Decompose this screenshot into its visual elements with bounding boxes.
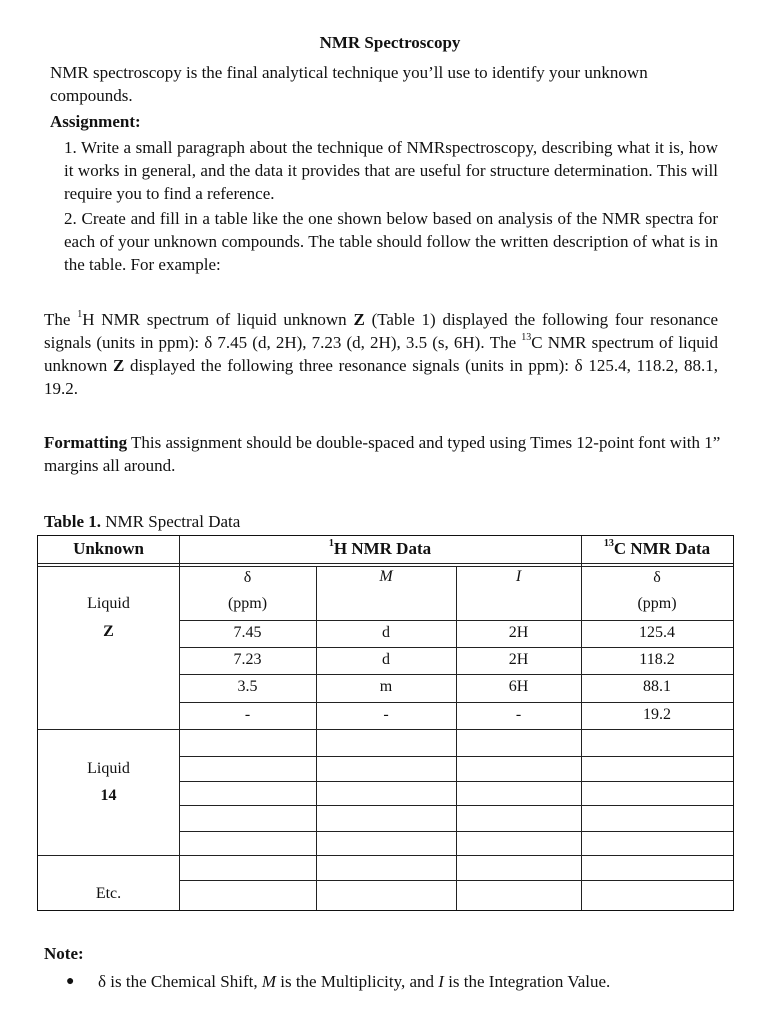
note-i: I	[438, 972, 444, 991]
formatting-label: Formatting	[44, 433, 128, 452]
subheader-multiplicity: M	[379, 568, 393, 585]
assignment-item-1: 1. Write a small paragraph about the technique of NMRspectroscopy, describing what it is, how it works in general, and the data it provides that are useful for structure determination. This will require you to find a reference.	[64, 138, 718, 203]
cell-c-delta: 118.2	[639, 651, 675, 668]
note-text-part: δ is the Chemical Shift,	[98, 972, 262, 991]
note-text-part: is the Integration Value.	[443, 972, 611, 991]
cell-multiplicity: -	[383, 706, 389, 723]
cell-delta: 3.5	[237, 678, 258, 695]
table-caption-label: Table 1.	[44, 512, 102, 531]
nmr-data-table	[37, 535, 734, 911]
cell-delta: -	[244, 706, 251, 723]
table-rule	[316, 566, 317, 910]
subheader-c-delta: δ	[653, 569, 661, 586]
example-text: The	[44, 310, 78, 329]
table-rule	[38, 563, 733, 564]
liquid-14-id: 14	[100, 787, 117, 804]
bullet-icon: ●	[66, 974, 75, 989]
example-text: (Table 1) displayed the following four resonance signals (units in ppm): δ 7.45 (d, 2H), 7.23 (d, 2H), 3.5 (s, 6H). The	[44, 310, 718, 352]
cell-integration: 2H	[508, 651, 529, 668]
note-heading: Note:	[44, 944, 84, 963]
cell-integration: 6H	[508, 678, 529, 695]
cell-c-delta: 88.1	[643, 678, 671, 695]
superscript-1: 1	[328, 538, 334, 550]
header-h-nmr	[179, 538, 581, 560]
header-c-nmr	[581, 538, 733, 560]
table-rule	[38, 855, 733, 856]
page-title: NMR Spectroscopy	[319, 33, 461, 52]
cell-integration: 2H	[508, 624, 529, 641]
example-text: displayed the following three resonance signals (units in ppm): δ 125.4, 118.2, 88.1, 19.2.	[44, 356, 719, 398]
cell-c-delta: 19.2	[643, 706, 671, 723]
example-text: C NMR spectrum of liquid unknown	[44, 333, 718, 375]
subheader-c-ppm: (ppm)	[637, 595, 677, 612]
header-c-nmr-text: C NMR Data	[613, 539, 711, 558]
note-text	[98, 970, 738, 993]
cell-delta: 7.23	[233, 651, 262, 668]
etc-label: Etc.	[95, 885, 122, 902]
cell-integration: -	[515, 706, 522, 723]
cell-delta: 7.45	[233, 624, 262, 641]
superscript-13: 13	[521, 332, 532, 344]
example-text: H NMR spectrum of liquid unknown	[82, 310, 354, 329]
subheader-integration: I	[515, 568, 522, 585]
header-unknown: Unknown	[73, 539, 144, 558]
liquid-z-label: Liquid	[87, 595, 130, 612]
subheader-ppm: (ppm)	[227, 595, 268, 612]
table-rule	[38, 729, 733, 730]
note-m: M	[261, 972, 276, 991]
liquid-14-label: Liquid	[87, 760, 130, 777]
assignment-heading: Assignment:	[50, 112, 141, 131]
intro-paragraph: NMR spectroscopy is the final analytical technique you’ll use to identify your unknown compounds.	[50, 63, 648, 105]
unknown-z-label: Z	[112, 356, 125, 375]
liquid-z-id: Z	[103, 623, 114, 640]
table-caption-text: NMR Spectral Data	[101, 512, 241, 531]
superscript-1: 1	[77, 309, 83, 321]
subheader-delta: δ	[243, 569, 252, 586]
cell-c-delta: 125.4	[639, 624, 675, 641]
cell-multiplicity: d	[382, 651, 390, 668]
cell-multiplicity: d	[382, 624, 390, 641]
example-paragraph	[44, 308, 718, 400]
table-caption	[44, 510, 240, 533]
formatting-paragraph	[44, 431, 734, 477]
assignment-item-2: 2. Create and fill in a table like the one shown below based on analysis of the NMR spectra for each of your unknown compounds. The table should follow the written description of what is in the table. For example:	[64, 209, 718, 274]
formatting-text: This assignment should be double-spaced and typed using Times 12-point font with 1” margins all around.	[44, 433, 721, 475]
cell-multiplicity: m	[379, 678, 393, 695]
table-rule	[456, 566, 457, 910]
unknown-z-label: Z	[353, 310, 365, 329]
header-h-nmr-text: H NMR Data	[333, 539, 432, 558]
superscript-13: 13	[603, 538, 614, 550]
note-text-part: is the Multiplicity, and	[276, 972, 439, 991]
